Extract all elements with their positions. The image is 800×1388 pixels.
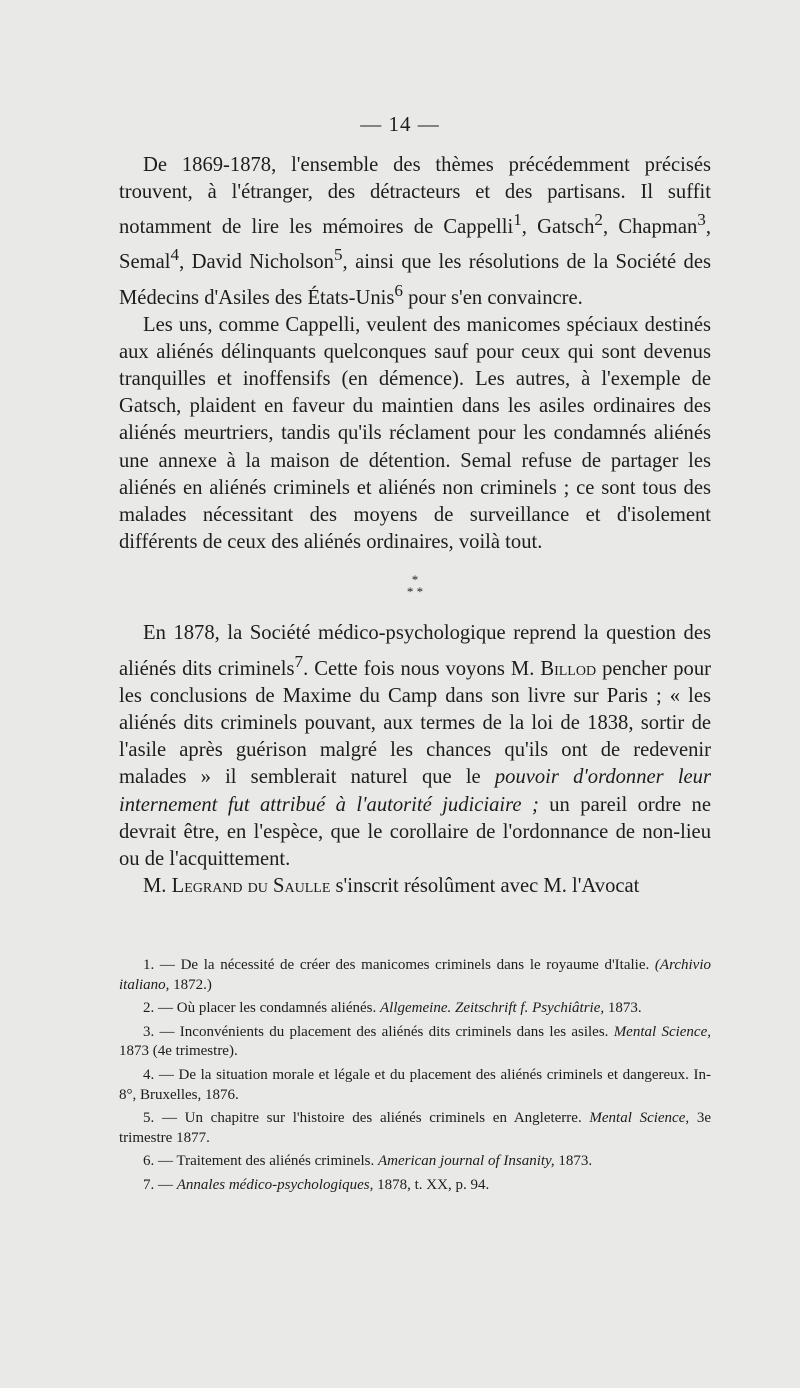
footnotes xyxy=(119,956,711,1200)
paragraph-3: En 1878, la Société médico-psychologique reprend la question des aliénés dits criminels$^7$. Cette fois nous voyons M. Billod pencher pour les conclusions de Maxime du Camp dans son livre sur Paris ; « les aliénés dits criminels pouvant, aux termes de la loi de 1838, sortir de l'asile après guérison malgré les chances qu'ils ont de redevenir malades » il semblerait naturel que le pouvoir d'ordonner leur internement fut attribué à l'autorité judiciaire ; un pareil ordre ne devrait être, en l'espèce, que le corollaire de l'ordonnance de non-lieu ou de l'acquittement. xyxy=(119,622,711,870)
footnote: 6. — Traitement des aliénés criminels. American journal of Insanity, 1873. xyxy=(143,1153,593,1170)
paragraph-4: M. Legrand du Saulle s'inscrit résolûment avec M. l'Avocat xyxy=(143,875,640,898)
footnote: 5. — Un chapitre sur l'histoire des aliénés criminels en Angleterre. Mental Science, 3e trimestre 1877. xyxy=(119,1110,711,1146)
footnote: 3. — Inconvénients du placement des aliénés dits criminels dans les asiles. Mental Science, 1873 (4e trimestre). xyxy=(119,1023,711,1060)
footnote: 7. — Annales médico-psychologiques, 1878, t. XX, p. 94. xyxy=(143,1176,490,1193)
paragraph-2: Les uns, comme Cappelli, veulent des manicomes spéciaux destinés aux aliénés délinquants quelconques sauf pour ceux qui sont devenus tranquilles et inoffensifs (en démence). Les autres, à l'exemple de Gatsch, plaident en faveur du maintien dans les asiles ordinaires des aliénés meurtriers, tandis qu'ils réclament pour les condamnés aliénés une annexe à la maison de détention. Semal refuse de partager les aliénés en aliénés criminels et aliénés non criminels ; ce sont tous des malades nécessitant des moyens de surveillance et d'isolement différents de ceux des aliénés ordinaires, voilà tout. xyxy=(119,313,711,554)
footnote: 2. — Où placer les condamnés aliénés. Allgemeine. Zeitschrift f. Psychiâtrie, 1873. xyxy=(143,1000,642,1017)
paragraph-1: De 1869-1878, l'ensemble des thèmes précédemment précisés trouvent, à l'étranger, des détracteurs et des partisans. Il suffit notamment de lire les mémoires de Cappelli$^1$, Gatsch$^2$, Chapman$^3$, Semal$^4$, David Nicholson$^5$, ainsi que les résolutions de la Société des Médecins d'Asiles des États-Unis$^6$ pour s'en convaincre. xyxy=(119,154,711,309)
page-number: — 14 — xyxy=(360,112,440,136)
footnote: 4. — De la situation morale et légale et du placement des aliénés criminels et dangereux. In-8°, Bruxelles, 1876. xyxy=(119,1066,712,1103)
asterism: * * * xyxy=(406,572,424,600)
footnote: 1. — De la nécessité de créer des manicomes criminels dans le royaume d'Italie. (Archivio italiano, 1872.) xyxy=(119,957,711,993)
main-text xyxy=(119,152,711,900)
